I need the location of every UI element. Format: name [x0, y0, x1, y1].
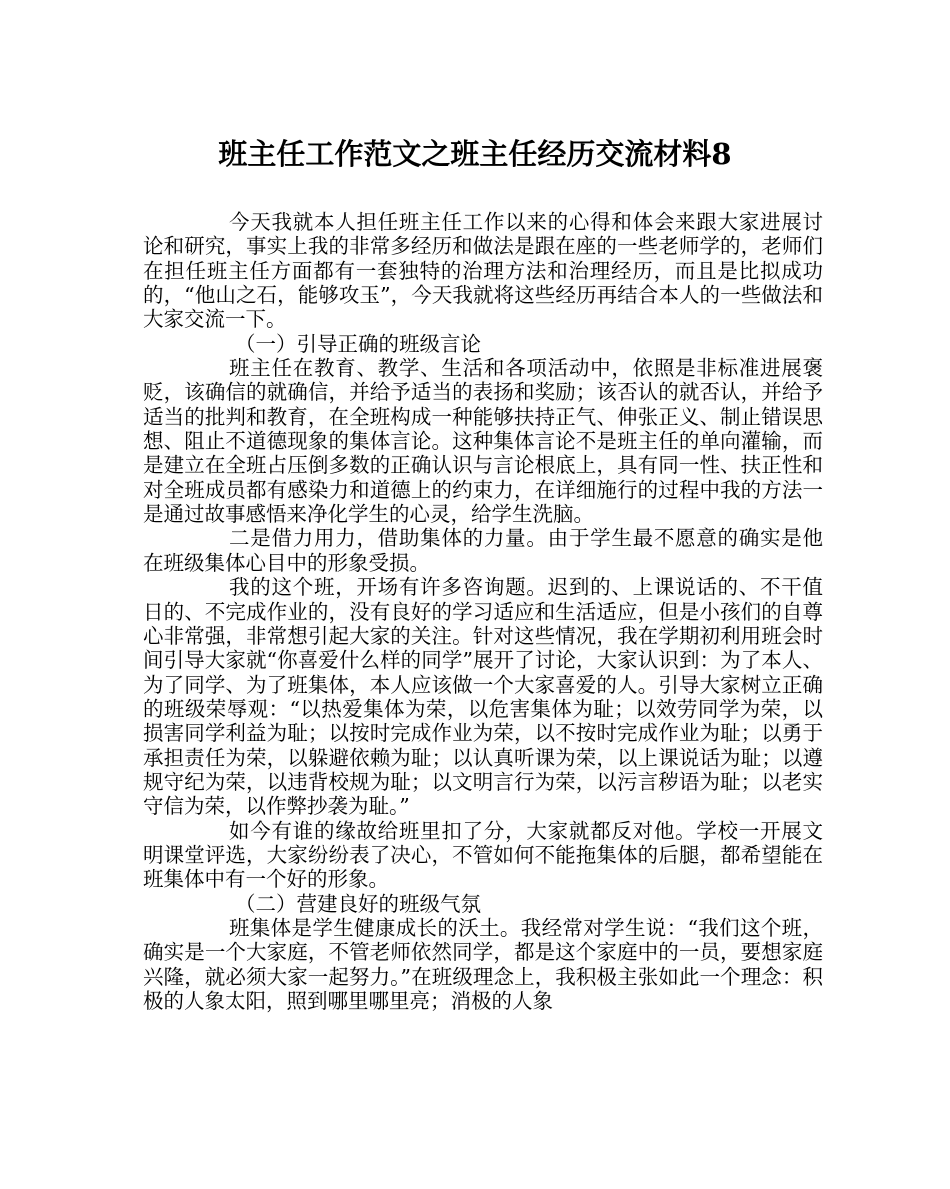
section-heading: （一）引导正确的班级言论 — [235, 331, 481, 356]
paragraph: 我的这个班，开场有许多咨询题。迟到的、上课说话的、不干值日的、不完成作业的，没有良好的学习适应和生活适应，但是小孩们的自尊心非常强，非常想引起大家的关注。针对这些情况，我在学期初利用班会时间引导大家就“你喜爱什么样的同学”展开了讨论，大家认识到：为了本人、为了同学、为了班集体，本人应该做一个大家喜爱的人。引导大家树立正确的班级荣辱观：“以热爱集体为荣，以危害集体为耻；以效劳同学为荣，以损害同学利益为耻；以按时完成作业为荣，以不按时完成作业为耻；以勇于承担责任为荣，以躲避依赖为耻；以认真听课为荣，以上课说话为耻；以遵规守纪为荣，以违背校规为耻；以文明言行为荣，以污言秽语为耻；以老实守信为荣，以作弊抄袭为耻。” — [143, 575, 823, 819]
paragraph: 班集体是学生健康成长的沃土。我经常对学生说：“我们这个班，确实是一个大家庭，不管老师依然同学，都是这个家庭中的一员，要想家庭兴隆，就必须大家一起努力。”在班级理念上，我积极主张如此一个理念：积极的人象太阳，照到哪里哪里亮；消极的人象 — [143, 915, 823, 1013]
document-body — [143, 210, 823, 1013]
paragraph: 今天我就本人担任班主任工作以来的心得和体会来跟大家进展讨论和研究，事实上我的非常多经历和做法是跟在座的一些老师学的，老师们在担任班主任方面都有一套独特的治理方法和治理经历，而且是比拟成功的，“他山之石，能够攻玉”，今天我就将这些经历再结合本人的一些做法和大家交流一下。 — [143, 210, 823, 332]
section-heading: （二）营建良好的班级气氛 — [235, 891, 481, 916]
paragraph: 班主任在教育、教学、生活和各项活动中，依照是非标准进展褒贬，该确信的就确信，并给予适当的表扬和奖励；该否认的就否认，并给予适当的批判和教育，在全班构成一种能够扶持正气、伸张正义、制止错误思想、阻止不道德现象的集体言论。这种集体言论不是班主任的单向灌输，而是建立在全班占压倒多数的正确认识与言论根底上，具有同一性、扶正性和对全班成员都有感染力和道德上的约束力，在详细施行的过程中我的方法一是通过故事感悟来净化学生的心灵，给学生洗脑。 — [143, 356, 823, 527]
paragraph: 如今有谁的缘故给班里扣了分，大家就都反对他。学校一开展文明课堂评选，大家纷纷表了决心，不管如何不能拖集体的后腿，都希望能在班集体中有一个好的形象。 — [143, 818, 823, 892]
document-title: 班主任工作范文之班主任经历交流材料8 — [218, 137, 732, 171]
paragraph: 二是借力用力，借助集体的力量。由于学生最不愿意的确实是他在班级集体心目中的形象受损。 — [143, 526, 823, 575]
